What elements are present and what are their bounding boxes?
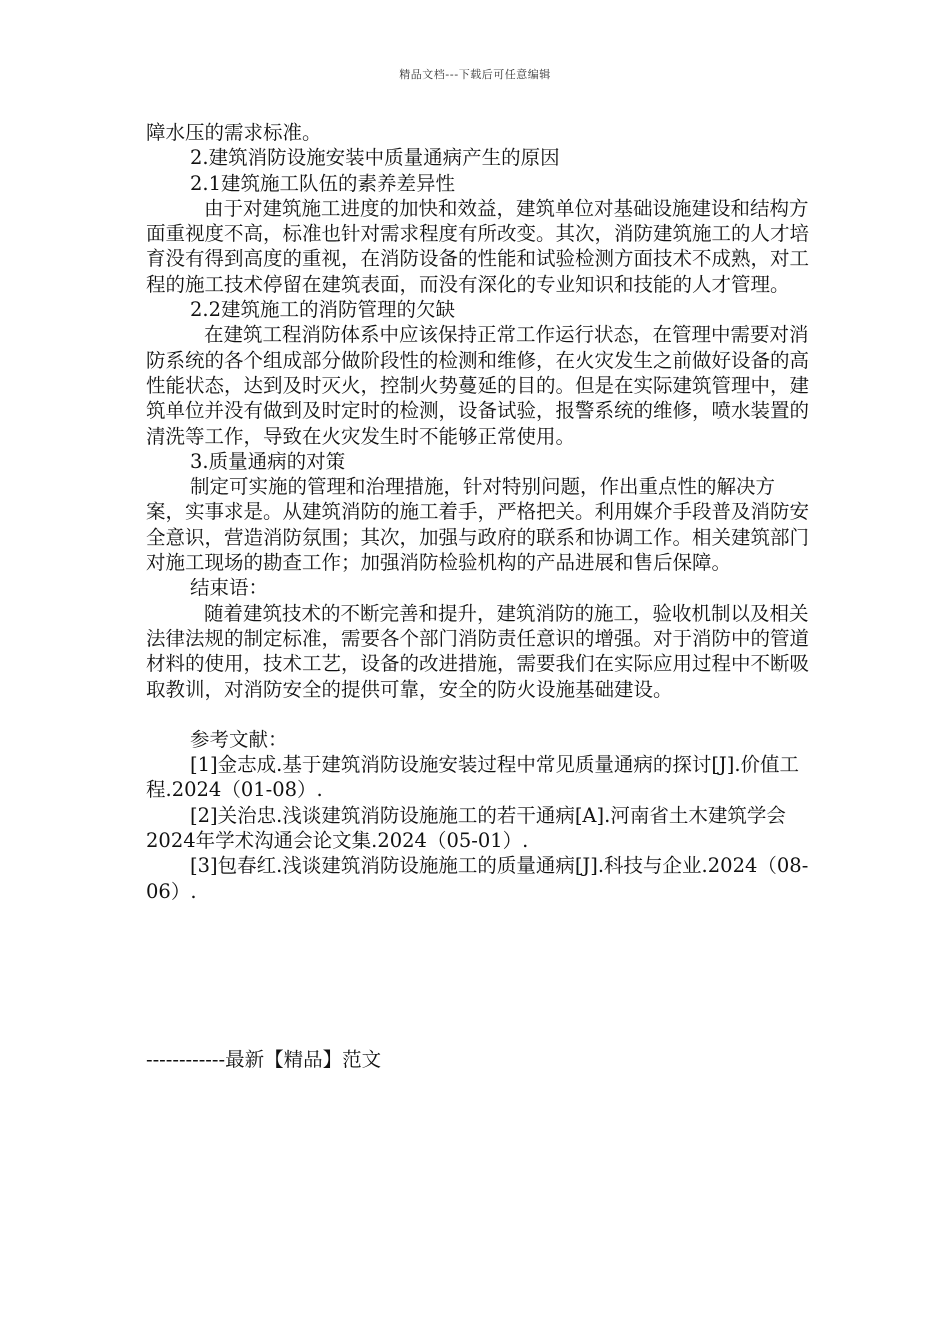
document-body	[146, 120, 810, 904]
section-heading: 2.建筑消防设施安装中质量通病产生的原因	[190, 146, 560, 170]
paragraph: 制定可实施的管理和治理措施，针对特别问题，作出重点性的解决方案，实事求是。从建筑消防的施工着手，严格把关。利用媒介手段普及消防安全意识，营造消防氛围；其次，加强与政府的联系和协调工作。相关建筑部门对施工现场的勘查工作；加强消防检验机构的产品进展和售后保障。	[146, 475, 810, 575]
subsection-heading: 2.2建筑施工的消防管理的欠缺	[190, 298, 456, 322]
paragraph: 随着建筑技术的不断完善和提升，建筑消防的施工，验收机制以及相关法律法规的制定标准，需要各个部门消防责任意识的增强。对于消防中的管道材料的使用，技术工艺，设备的改进措施，需要我们在实际应用过程中不断吸取教训，对消防安全的提供可靠，安全的防火设施基础建设。	[146, 601, 810, 701]
spacer	[146, 702, 810, 727]
paragraph: 障水压的需求标准。	[146, 121, 322, 144]
reference-item: [2]关治忠.浅谈建筑消防设施施工的若干通病[A].河南省土木建筑学会2024年学术沟通会论文集.2024（05-01）.	[146, 803, 786, 853]
reference-item: [1]金志成.基于建筑消防设施安装过程中常见质量通病的探讨[J].价值工程.2024（01-08）.	[146, 753, 800, 802]
references-heading: 参考文献：	[190, 727, 288, 751]
reference-item: [3]包春红.浅谈建筑消防设施施工的质量通病[J].科技与企业.2024（08-06）.	[146, 854, 809, 903]
section-heading: 3.质量通病的对策	[190, 449, 346, 473]
conclusion-heading: 结束语：	[190, 576, 269, 600]
page-header: 精品文档---下载后可任意编辑	[399, 68, 551, 81]
paragraph: 由于对建筑施工进度的加快和效益，建筑单位对基础设施建设和结构方面重视度不高，标准也针对需求程度有所改变。其次，消防建筑施工的人才培育没有得到高度的重视，在消防设备的性能和试验检测方面技术不成熟，对工程的施工技术停留在建筑表面，而没有深化的专业知识和技能的人才管理。	[146, 196, 810, 296]
subsection-heading: 2.1建筑施工队伍的素养差异性	[190, 171, 456, 195]
page-footer: ------------最新【精品】范文	[146, 1048, 382, 1071]
paragraph: 在建筑工程消防体系中应该保持正常工作运行状态，在管理中需要对消防系统的各个组成部分做阶段性的检测和维修，在火灾发生之前做好设备的高性能状态，达到及时灭火，控制火势蔓延的目的。但是在实际建筑管理中，建筑单位并没有做到及时定时的检测，设备试验，报警系统的维修，喷水装置的清洗等工作，导致在火灾发生时不能够正常使用。	[146, 323, 810, 448]
